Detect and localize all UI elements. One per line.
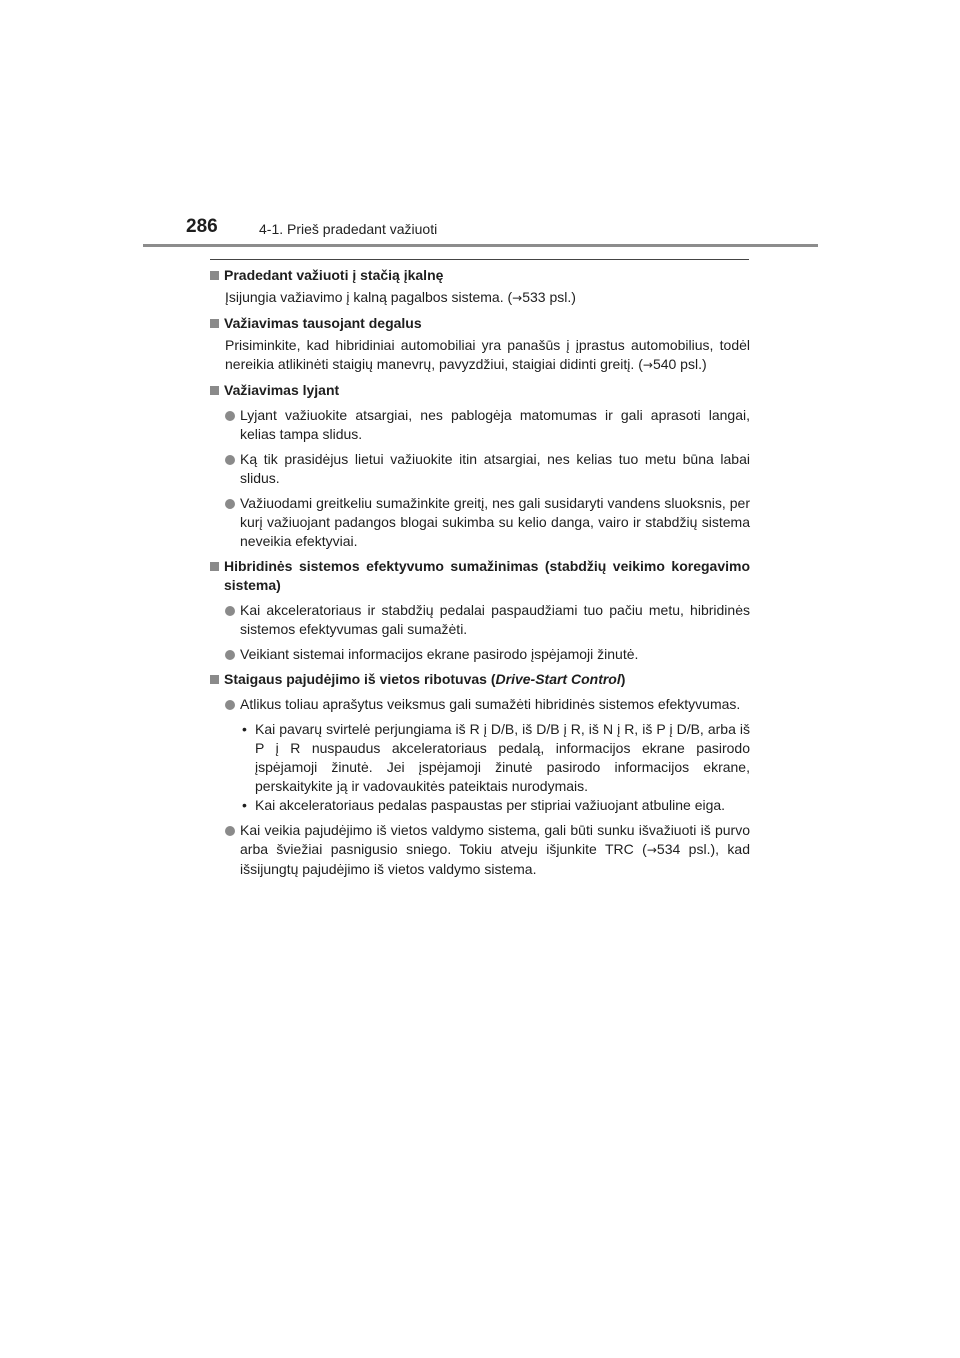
section-uphill-start (210, 266, 750, 308)
circle-bullet-icon (225, 650, 235, 660)
arrow-right-icon: → (642, 358, 653, 372)
list-item-text-part: Kai veikia pajudėjimo iš vietos valdymo sistema, gali būti sunku išvažiuoti iš purvo arba šviežiai pasnigusio sniego. Tokiu atveju išjunkite TRC ( (240, 822, 750, 857)
section-paragraph (225, 288, 750, 308)
section-heading-text: Pradedant važiuoti į stačią įkalnę (224, 267, 444, 283)
list-item-text: Atlikus toliau aprašytus veiksmus gali sumažėti hibridinės sistemos efektyvumas. (240, 696, 741, 712)
page-reference: 533 psl.) (522, 289, 576, 305)
heading-italic-term: Drive-Start Control (495, 671, 621, 687)
square-icon (210, 319, 219, 328)
sub-list-item-text: Kai akceleratoriaus pedalas paspaustas per stipriai važiuojant atbuline eiga. (255, 797, 726, 813)
list-item-text: Kai akceleratoriaus ir stabdžių pedalai paspaudžiami tuo pačiu metu, hibridinės sistemos efektyvumas gali sumažėti. (240, 602, 750, 637)
paragraph-text: Prisiminkite, kad hibridiniai automobiliai yra panašūs į įprastus automobilius, todėl nereikia atlikinėti staigių manevrų, pavyzdžiui, staigiai didinti greitį. ( (225, 337, 750, 372)
sub-list (240, 720, 750, 815)
heading-close: ) (620, 671, 626, 687)
sub-list-item (240, 796, 750, 815)
square-icon (210, 562, 219, 571)
sub-bullet-marker: • (242, 797, 247, 813)
list-item (210, 406, 750, 444)
page-reference: 534 psl.), kad išsijungtų pajudėjimo iš vietos valdymo sistema. (240, 841, 750, 877)
section-heading (210, 381, 750, 400)
section-heading (210, 314, 750, 333)
paragraph-text: Įsijungia važiavimo į kalną pagalbos sistema. ( (225, 289, 513, 305)
section-drive-start-control (210, 670, 750, 879)
sub-list-item (240, 720, 750, 796)
list-item (210, 601, 750, 639)
list-item (210, 821, 750, 879)
list-item-text: Veikiant sistemai informacijos ekrane pasirodo įspėjamoji žinutė. (240, 646, 639, 662)
arrow-right-icon: → (646, 843, 657, 857)
section-heading-text: Važiavimas lyjant (224, 382, 340, 398)
page-content (210, 266, 750, 885)
heading-text: Staigaus pajudėjimo iš vietos ribotuvas ( (224, 671, 496, 687)
page-number: 286 (186, 216, 218, 237)
list-item (210, 450, 750, 488)
circle-bullet-icon (225, 455, 235, 465)
square-icon (210, 386, 219, 395)
circle-bullet-icon (225, 606, 235, 616)
sub-bullet-marker: • (242, 721, 247, 737)
circle-bullet-icon (225, 411, 235, 421)
section-heading (210, 557, 750, 595)
list-item (210, 494, 750, 551)
sub-list-item-text: Kai pavarų svirtelė perjungiama iš R į D/B, iš D/B į R, iš N į R, iš P į D/B, arba iš P į R nuspaudus akceleratoriaus pedalą, informacijos ekrane pasirodo įspėjamoji žinutė. Jei įspėjamoji žinutė pasirodo informacijos ekrane, perskaitykite ją ir vadovaukitės pateiktais nurodymais. (255, 721, 750, 794)
section-fuel-saving (210, 314, 750, 375)
circle-bullet-icon (225, 499, 235, 509)
list-item (210, 645, 750, 664)
section-heading-text (224, 670, 750, 689)
circle-bullet-icon (225, 826, 235, 836)
section-heading (210, 670, 750, 689)
list-item-text: Lyjant važiuokite atsargiai, nes pablogėja matomumas ir gali aprasoti langai, kelias tampa slidus. (240, 407, 750, 442)
section-heading-text: Važiavimas tausojant degalus (224, 315, 422, 331)
list-item-text: Ką tik prasidėjus lietui važiuokite itin atsargiai, nes kelias tuo metu būna labai slidus. (240, 451, 750, 486)
page-reference: 540 psl.) (652, 356, 707, 372)
content-divider (210, 259, 749, 260)
list-item-text (240, 821, 750, 879)
section-heading-text: Hibridinės sistemos efektyvumo sumažinimas (stabdžių veikimo koregavimo sistema) (224, 558, 750, 593)
section-hybrid-efficiency (210, 557, 750, 664)
arrow-right-icon: → (512, 291, 523, 305)
page-header (0, 0, 960, 250)
section-rain-driving (210, 381, 750, 551)
section-heading (210, 266, 750, 285)
header-divider (143, 244, 818, 247)
section-title: 4-1. Prieš pradedant važiuoti (259, 221, 438, 237)
list-item-text: Važiuodami greitkeliu sumažinkite greitį, nes gali susidaryti vandens sluoksnis, per kurį važiuojant padangos blogai sukimba su kelio danga, vairo ir stabdžių sistema neveikia efektyviai. (240, 495, 750, 549)
square-icon (210, 271, 219, 280)
section-paragraph (225, 336, 750, 375)
circle-bullet-icon (225, 700, 235, 710)
square-icon (210, 675, 219, 684)
list-item (210, 695, 750, 714)
